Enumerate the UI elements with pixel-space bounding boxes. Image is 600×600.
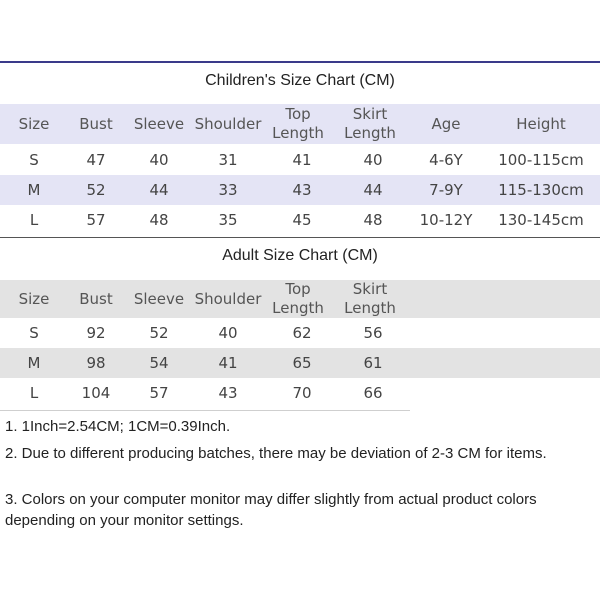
children-cell: 7-9Y	[429, 180, 463, 199]
children-cell: 47	[86, 150, 106, 169]
children-col-size: Size	[18, 114, 50, 133]
adult-col-shoulder: Shoulder	[194, 289, 262, 308]
children-cell: 52	[86, 180, 106, 199]
children-cell: 44	[363, 180, 383, 199]
children-cell: 33	[218, 180, 238, 199]
adult-cell: 52	[149, 323, 169, 342]
children-col-age: Age	[431, 114, 461, 133]
children-cell: 41	[292, 150, 312, 169]
children-cell: 100-115cm	[498, 150, 584, 169]
adult-cell: 54	[149, 353, 169, 372]
adult-cell: M	[27, 353, 41, 372]
children-col-skirt-length: Skirt Length	[344, 105, 396, 142]
children-table-title: Children's Size Chart (CM)	[205, 72, 395, 89]
children-cell: 10-12Y	[419, 210, 473, 229]
adult-cell: 62	[292, 323, 312, 342]
children-header-row	[0, 104, 600, 144]
children-cell: L	[29, 210, 39, 229]
children-col-height: Height	[516, 114, 566, 133]
children-cell: 40	[363, 150, 383, 169]
adult-cell: 92	[86, 323, 106, 342]
top-divider	[0, 61, 600, 63]
adult-col-top-length: Top Length	[272, 280, 324, 317]
adult-col-sleeve: Sleeve	[133, 289, 185, 308]
children-cell: 44	[149, 180, 169, 199]
note-deviation: 2. Due to different producing batches, there may be deviation of 2-3 CM for items.	[5, 445, 547, 462]
children-cell: M	[27, 180, 41, 199]
adult-cell: 65	[292, 353, 312, 372]
adult-cell: 43	[218, 383, 238, 402]
adult-cell: 41	[218, 353, 238, 372]
children-cell: 40	[149, 150, 169, 169]
children-cell: 130-145cm	[498, 210, 584, 229]
children-cell: 48	[363, 210, 383, 229]
children-col-bust: Bust	[79, 114, 113, 133]
adult-row-m	[0, 348, 600, 378]
children-row-s	[0, 145, 600, 175]
children-cell: 57	[86, 210, 106, 229]
children-col-shoulder: Shoulder	[194, 114, 262, 133]
children-cell: 35	[218, 210, 238, 229]
adult-col-skirt-length: Skirt Length	[344, 280, 396, 317]
children-cell: 48	[149, 210, 169, 229]
children-cell: 31	[218, 150, 238, 169]
adult-col-bust: Bust	[79, 289, 113, 308]
adult-cell: S	[29, 323, 39, 342]
adult-cell: 66	[363, 383, 383, 402]
adult-cell: 57	[149, 383, 169, 402]
note-colors: 3. Colors on your computer monitor may differ slightly from actual product colors depending on your monitor settings.	[5, 491, 537, 529]
adult-col-size: Size	[18, 289, 50, 308]
children-row-l	[0, 205, 600, 235]
children-col-top-length: Top Length	[272, 105, 324, 142]
adult-cell: 56	[363, 323, 383, 342]
adult-cell: 61	[363, 353, 383, 372]
adult-cell: L	[29, 383, 39, 402]
notes-divider	[0, 410, 410, 411]
children-cell: 43	[292, 180, 312, 199]
adult-row-s	[0, 318, 600, 348]
table-divider	[0, 237, 600, 238]
adult-row-l	[0, 378, 600, 408]
children-cell: 4-6Y	[429, 150, 463, 169]
adult-cell: 98	[86, 353, 106, 372]
adult-cell: 104	[81, 383, 111, 402]
adult-cell: 40	[218, 323, 238, 342]
children-row-m	[0, 175, 600, 205]
children-cell: S	[29, 150, 39, 169]
adult-cell: 70	[292, 383, 312, 402]
adult-table-title: Adult Size Chart (CM)	[222, 247, 378, 264]
children-cell: 45	[292, 210, 312, 229]
children-col-sleeve: Sleeve	[133, 114, 185, 133]
adult-header-row	[0, 280, 600, 318]
children-cell: 115-130cm	[498, 180, 584, 199]
note-conversion: 1. 1Inch=2.54CM; 1CM=0.39Inch.	[5, 418, 231, 435]
